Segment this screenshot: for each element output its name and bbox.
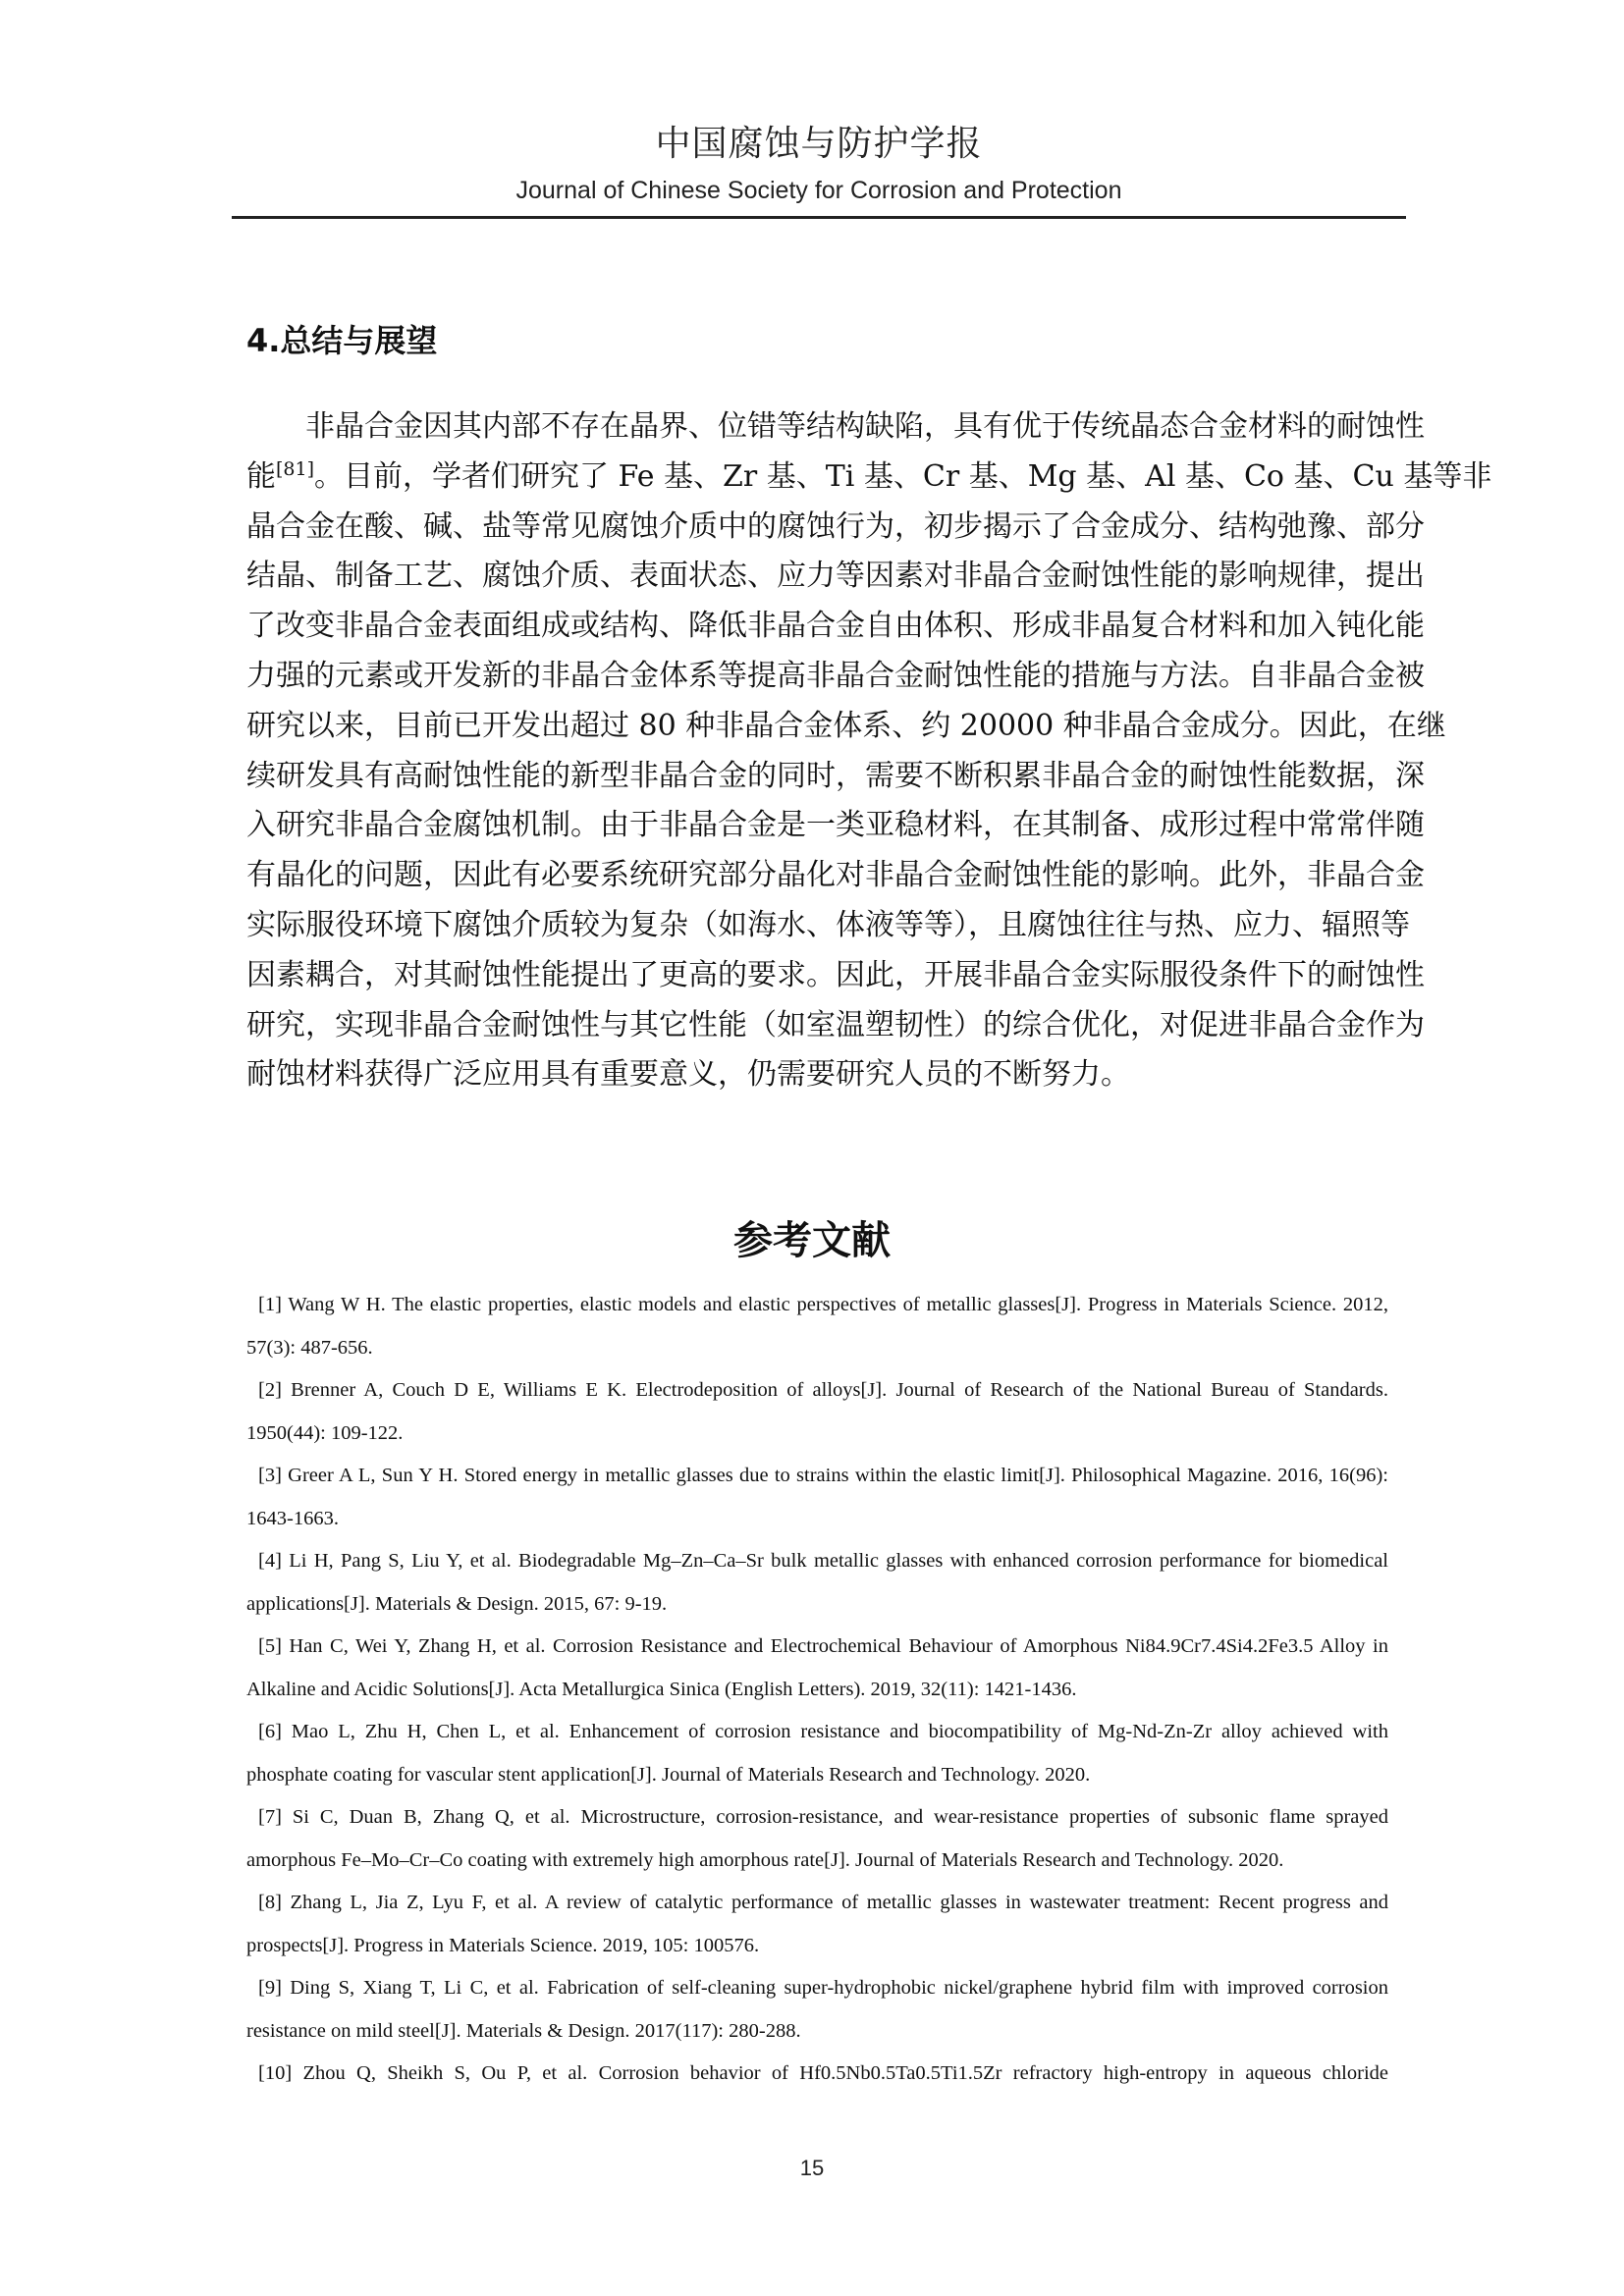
reference-line: 1950(44): 109-122. xyxy=(246,1421,404,1444)
reference-line: [10] Zhou Q, Sheikh S, Ou P, et al. Corrosion behavior of Hf0.5Nb0.5Ta0.5Ti1.5Zr refractory high-entropy in aqueous chloride xyxy=(258,2062,1388,2084)
header-rule xyxy=(232,216,1406,219)
paragraph-line: 非晶合金因其内部不存在晶界、位错等结构缺陷，具有优于传统晶态合金材料的耐蚀性 xyxy=(305,409,1425,444)
reference-item xyxy=(246,1711,1388,1796)
reference-line: phosphate coating for vascular stent application[J]. Journal of Materials Research and Technology. 2020. xyxy=(246,1763,1091,1786)
reference-item xyxy=(246,1796,1388,1882)
reference-line: [9] Ding S, Xiang T, Li C, et al. Fabrication of self-cleaning super-hydrophobic nickel/graphene hybrid film with improved corrosion xyxy=(258,1977,1388,1999)
paragraph-line: 力强的元素或开发新的非晶合金体系等提高非晶合金耐蚀性能的措施与方法。自非晶合金被 xyxy=(246,658,1425,693)
paragraph-line: 入研究非晶合金腐蚀机制。由于非晶合金是一类亚稳材料，在其制备、成形过程中常常伴随 xyxy=(246,808,1425,843)
reference-line: [4] Li H, Pang S, Liu Y, et al. Biodegradable Mg–Zn–Ca–Sr bulk metallic glasses with enhanced corrosion performance for biomedical xyxy=(258,1550,1388,1572)
reference-line: Alkaline and Acidic Solutions[J]. Acta Metallurgica Sinica (English Letters). 2019, 32(11): 1421-1436. xyxy=(246,1678,1077,1700)
journal-title-en: Journal of Chinese Society for Corrosion and Protection xyxy=(515,177,1122,204)
reference-line: applications[J]. Materials & Design. 2015, 67: 9-19. xyxy=(246,1592,668,1615)
reference-item xyxy=(246,2053,1388,2096)
journal-title-cn: 中国腐蚀与防护学报 xyxy=(655,124,983,164)
reference-line: 1643-1663. xyxy=(246,1507,339,1529)
reference-item xyxy=(246,1284,1388,1369)
references-title: 参考文献 xyxy=(733,1218,891,1263)
reference-line: [1] Wang W H. The elastic properties, elastic models and elastic perspectives of metallic glasses[J]. Progress in Materials Science. 2012, xyxy=(258,1294,1388,1315)
reference-item xyxy=(246,1369,1388,1455)
reference-item xyxy=(246,1455,1388,1540)
paragraph-line: 研究，实现非晶合金耐蚀性与其它性能（如室温塑韧性）的综合优化，对促进非晶合金作为 xyxy=(246,1007,1425,1042)
section-heading: 4.总结与展望 xyxy=(246,322,438,359)
reference-line: [2] Brenner A, Couch D E, Williams E K. Electrodeposition of alloys[J]. Journal of Research of the National Bureau of Standards. xyxy=(258,1379,1388,1401)
reference-item xyxy=(246,1967,1388,2053)
line-prefix: 能 xyxy=(246,458,276,494)
reference-line: [5] Han C, Wei Y, Zhang H, et al. Corrosion Resistance and Electrochemical Behaviour of Amorphous Ni84.9Cr7.4Si4.2Fe3.5 Alloy in xyxy=(258,1635,1388,1657)
paragraph-line: 耐蚀材料获得广泛应用具有重要意义，仍需要研究人员的不断努力。 xyxy=(246,1057,1130,1093)
reference-line: prospects[J]. Progress in Materials Science. 2019, 105: 100576. xyxy=(246,1934,760,1956)
reference-item xyxy=(246,1626,1388,1711)
reference-line: [3] Greer A L, Sun Y H. Stored energy in metallic glasses due to strains within the elastic limit[J]. Philosophical Magazine. 2016, 16(96): xyxy=(258,1465,1388,1486)
line-rest: 。目前，学者们研究了 Fe 基、Zr 基、Ti 基、Cr 基、Mg 基、Al 基、Co 基、Cu 基等非 xyxy=(314,458,1492,494)
paragraph-line: 研究以来，目前已开发出超过 80 种非晶合金体系、约 20000 种非晶合金成分。因此，在继 xyxy=(246,708,1446,743)
reference-line: resistance on mild steel[J]. Materials & Design. 2017(117): 280-288. xyxy=(246,2019,801,2042)
reference-line: [6] Mao L, Zhu H, Chen L, et al. Enhancement of corrosion resistance and biocompatibility of Mg-Nd-Zn-Zr alloy achieved with xyxy=(258,1721,1388,1742)
paragraph-line: 了改变非晶合金表面组成或结构、降低非晶合金自由体积、形成非晶复合材料和加入钝化能 xyxy=(246,609,1425,644)
paragraph-line: 因素耦合，对其耐蚀性能提出了更高的要求。因此，开展非晶合金实际服役条件下的耐蚀性 xyxy=(246,957,1425,992)
reference-line: [7] Si C, Duan B, Zhang Q, et al. Microstructure, corrosion-resistance, and wear-resistance properties of subsonic flame sprayed xyxy=(258,1806,1388,1828)
paragraph-line xyxy=(246,453,1492,503)
paragraph-line: 晶合金在酸、碱、盐等常见腐蚀介质中的腐蚀行为，初步揭示了合金成分、结构弛豫、部分 xyxy=(246,508,1425,544)
citation-marker[interactable]: [81] xyxy=(276,457,315,480)
paragraph-line: 实际服役环境下腐蚀介质较为复杂（如海水、体液等等），且腐蚀往往与热、应力、辐照等 xyxy=(246,907,1410,942)
reference-line: amorphous Fe–Mo–Cr–Co coating with extremely high amorphous rate[J]. Journal of Materials Research and Technology. 2020. xyxy=(246,1848,1284,1871)
reference-item xyxy=(246,1540,1388,1626)
reference-line: 57(3): 487-656. xyxy=(246,1336,373,1359)
paragraph-line: 有晶化的问题，因此有必要系统研究部分晶化对非晶合金耐蚀性能的影响。此外，非晶合金 xyxy=(246,858,1425,893)
reference-line: [8] Zhang L, Jia Z, Lyu F, et al. A review of catalytic performance of metallic glasses in wastewater treatment: Recent progress and xyxy=(258,1892,1388,1913)
page-number: 15 xyxy=(799,2156,825,2180)
paragraph-line: 结晶、制备工艺、腐蚀介质、表面状态、应力等因素对非晶合金耐蚀性能的影响规律，提出 xyxy=(246,559,1425,594)
reference-item xyxy=(246,1882,1388,1967)
body-paragraph xyxy=(246,402,1492,1100)
reference-list xyxy=(246,1284,1388,2096)
paragraph-line: 续研发具有高耐蚀性能的新型非晶合金的同时，需要不断积累非晶合金的耐蚀性能数据，深 xyxy=(246,758,1425,793)
